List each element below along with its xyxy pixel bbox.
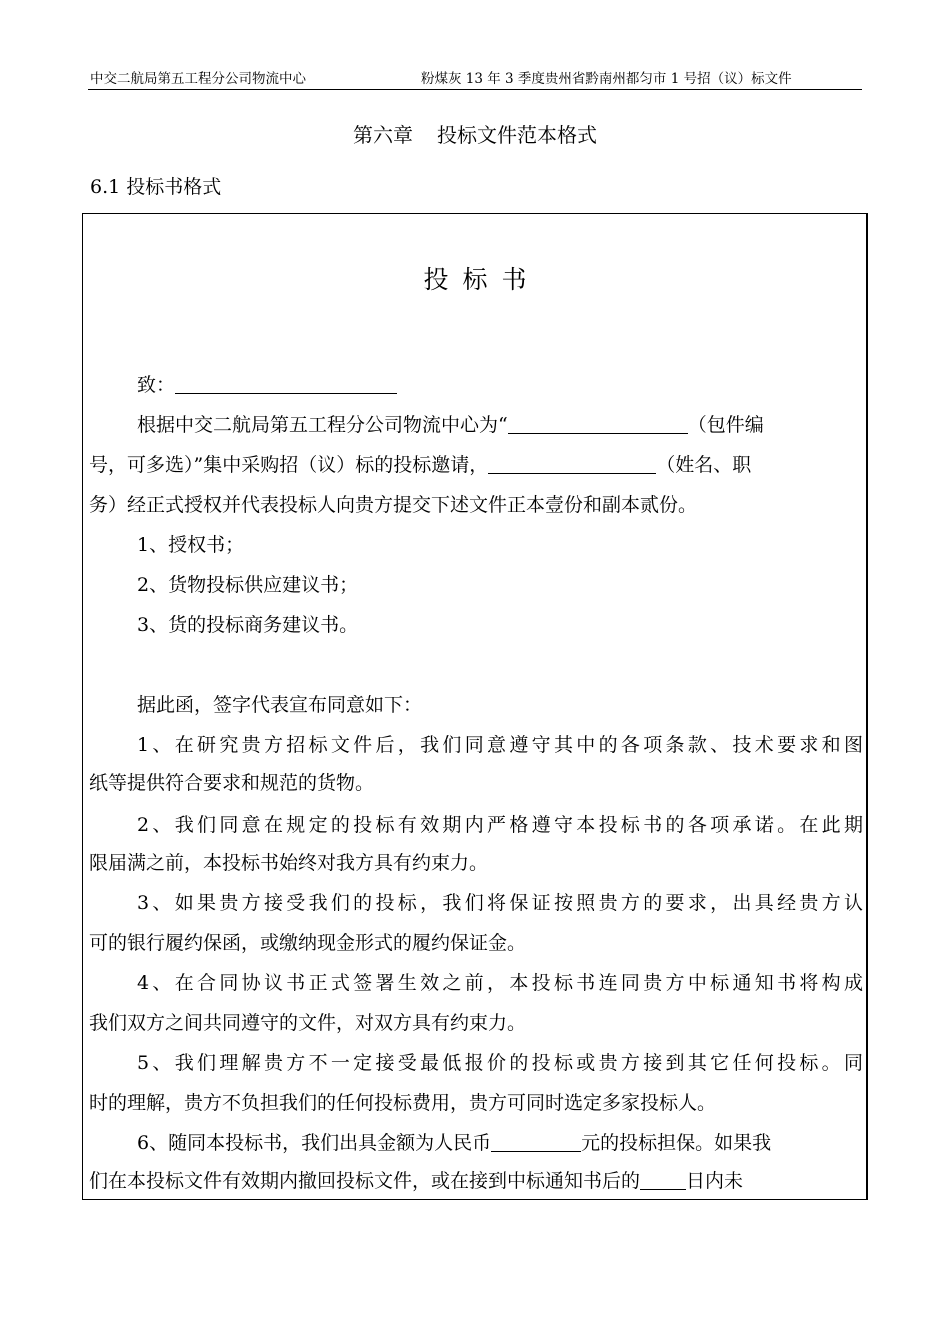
amount-blank[interactable] (491, 1129, 581, 1152)
recipient-blank[interactable] (175, 371, 397, 394)
clause-line: 限届满之前，本投标书始终对我方具有约束力。 (89, 852, 489, 874)
clause-line: 5、我们理解贵方不一定接受最低报价的投标或贵方接到其它任何投标。同 (137, 1052, 863, 1074)
list-item: 1、授权书； (137, 534, 245, 556)
recipient-line (89, 370, 863, 400)
days-blank[interactable] (640, 1167, 686, 1190)
paragraph-line: 号，可多选）”集中采购招（议）标的投标邀请， （姓名、职 (89, 450, 863, 480)
list-item: 3、货的投标商务建议书。 (137, 614, 359, 636)
declaration-intro: 据此函，签字代表宣布同意如下： (137, 694, 423, 716)
clause-line: 时的理解，贵方不负担我们的任何投标费用，贵方可同时选定多家投标人。 (89, 1092, 717, 1114)
clause-line: 纸等提供符合要求和规范的货物。 (89, 772, 375, 794)
page-header (88, 70, 862, 90)
to-label: 致： (137, 374, 176, 396)
name-title-blank[interactable] (488, 451, 656, 474)
clause-line: 4、在合同协议书正式签署生效之前，本投标书连同贵方中标通知书将构成 (137, 972, 863, 994)
section-heading: 6.1 投标书格式 (90, 176, 222, 198)
clause-line: 可的银行履约保函，或缴纳现金形式的履约保证金。 (89, 932, 527, 954)
paragraph-line: 根据中交二航局第五工程分公司物流中心为“ （包件编 (89, 410, 863, 440)
package-number-blank[interactable] (508, 411, 688, 434)
clause-line: 我们双方之间共同遵守的文件，对双方具有约束力。 (89, 1012, 527, 1034)
clause-line: 们在本投标文件有效期内撤回投标文件，或在接到中标通知书后的 日内未 (89, 1166, 863, 1196)
chapter-number: 第六章 (353, 123, 413, 147)
chapter-title: 投标文件范本格式 (437, 123, 597, 147)
clause-line: 1、在研究贵方招标文件后，我们同意遵守其中的各项条款、技术要求和图 (137, 734, 863, 756)
header-document-title: 粉煤灰 13 年 3 季度贵州省黔南州都匀市 1 号招（议）标文件 (421, 71, 792, 87)
chapter-heading (0, 120, 950, 150)
clause-line: 6、随同本投标书，我们出具金额为人民币 元的投标担保。如果我 (89, 1128, 863, 1158)
bid-letter-title: 投标书 (423, 265, 541, 294)
paragraph-line: 务）经正式授权并代表投标人向贵方提交下述文件正本壹份和副本贰份。 (89, 494, 698, 516)
list-item: 2、货物投标供应建议书； (137, 574, 359, 596)
clause-line: 3、如果贵方接受我们的投标，我们将保证按照贵方的要求，出具经贵方认 (137, 892, 863, 914)
clause-line: 2、我们同意在规定的投标有效期内严格遵守本投标书的各项承诺。在此期 (137, 814, 863, 836)
header-company: 中交二航局第五工程分公司物流中心 (90, 71, 306, 87)
